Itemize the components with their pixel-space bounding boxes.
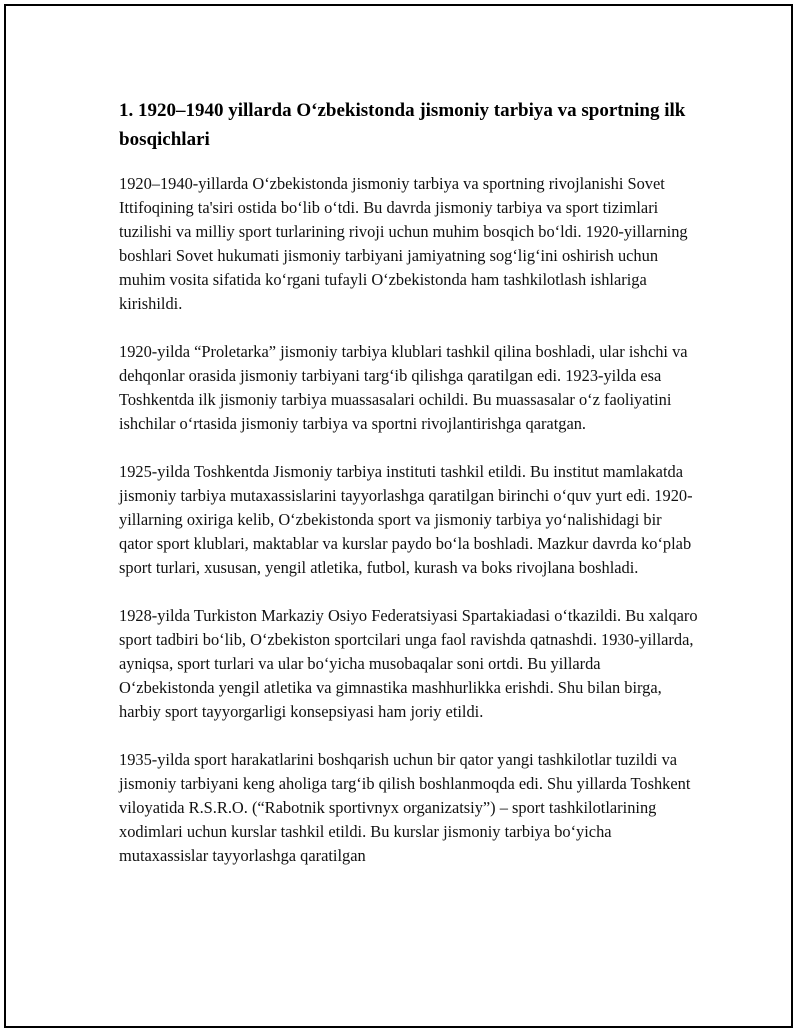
section-heading: 1. 1920–1940 yillarda O‘zbekistonda jismoniy tarbiya va sportning ilk bosqichlari [119, 100, 686, 150]
document-content [119, 96, 699, 892]
paragraph: 1935-yilda sport harakatlarini boshqarish uchun bir qator yangi tashkilotlar tuzildi va jismoniy tarbiyani keng aholiga targ‘ib qilish boshlanmoqda edi. Shu yillarda Toshkent viloyatida R.S.R.O. (“Rabotnik sportivnyx organizatsiy”) – sport tashkilotlarining xodimlari uchun kurslar tashkil etildi. Bu kurslar jismoniy tarbiya bo‘yicha mutaxassislar tayyorlashga qaratilgan [119, 750, 691, 865]
paragraph: 1920–1940-yillarda O‘zbekistonda jismoniy tarbiya va sportning rivojlanishi Sovet Ittifoqining ta'siri ostida bo‘lib o‘tdi. Bu davrda jismoniy tarbiya va sport tizimlari tuzilishi va milliy sport turlarining rivoji uchun muhim bosqich bo‘ldi. 1920-yillarning boshlari Sovet hukumati jismoniy tarbiyani jamiyatning sog‘lig‘ini oshirish uchun muhim vosita sifatida ko‘rgani tufayli O‘zbekistonda ham tashkilotlash ishlariga kirishildi. [119, 174, 688, 313]
paragraph: 1925-yilda Toshkentda Jismoniy tarbiya instituti tashkil etildi. Bu institut mamlakatda jismoniy tarbiya mutaxassislarini tayyorlashga qaratilgan birinchi o‘quv yurt edi. 1920-yillarning oxiriga kelib, O‘zbekistonda sport va jismoniy tarbiya yo‘nalishidagi bir qator sport klublari, maktablar va kurslar paydo bo‘la boshladi. Mazkur davrda ko‘plab sport turlari, xususan, yengil atletika, futbol, kurash va boks rivojlana boshladi. [119, 462, 693, 577]
document-page [4, 4, 793, 1028]
paragraph: 1920-yilda “Proletarka” jismoniy tarbiya klublari tashkil qilina boshladi, ular ishchi va dehqonlar orasida jismoniy tarbiyani targ‘ib qilishga qaratilgan edi. 1923-yilda esa Toshkentda ilk jismoniy tarbiya muassasalari ochildi. Bu muassasalar o‘z faoliyatini ishchilar o‘rtasida jismoniy tarbiya va sportni rivojlantirishga qaratgan. [119, 342, 688, 433]
paragraph: 1928-yilda Turkiston Markaziy Osiyo Federatsiyasi Spartakiadasi o‘tkazildi. Bu xalqaro sport tadbiri bo‘lib, O‘zbekiston sportcilari unga faol ravishda qatnashdi. 1930-yillarda, ayniqsa, sport turlari va ular bo‘yicha musobaqalar soni ortdi. Bu yillarda O‘zbekistonda yengil atletika va gimnastika mashhurlikka erishdi. Shu bilan birga, harbiy sport tayyorgarligi konsepsiyasi ham joriy etildi. [119, 606, 698, 721]
